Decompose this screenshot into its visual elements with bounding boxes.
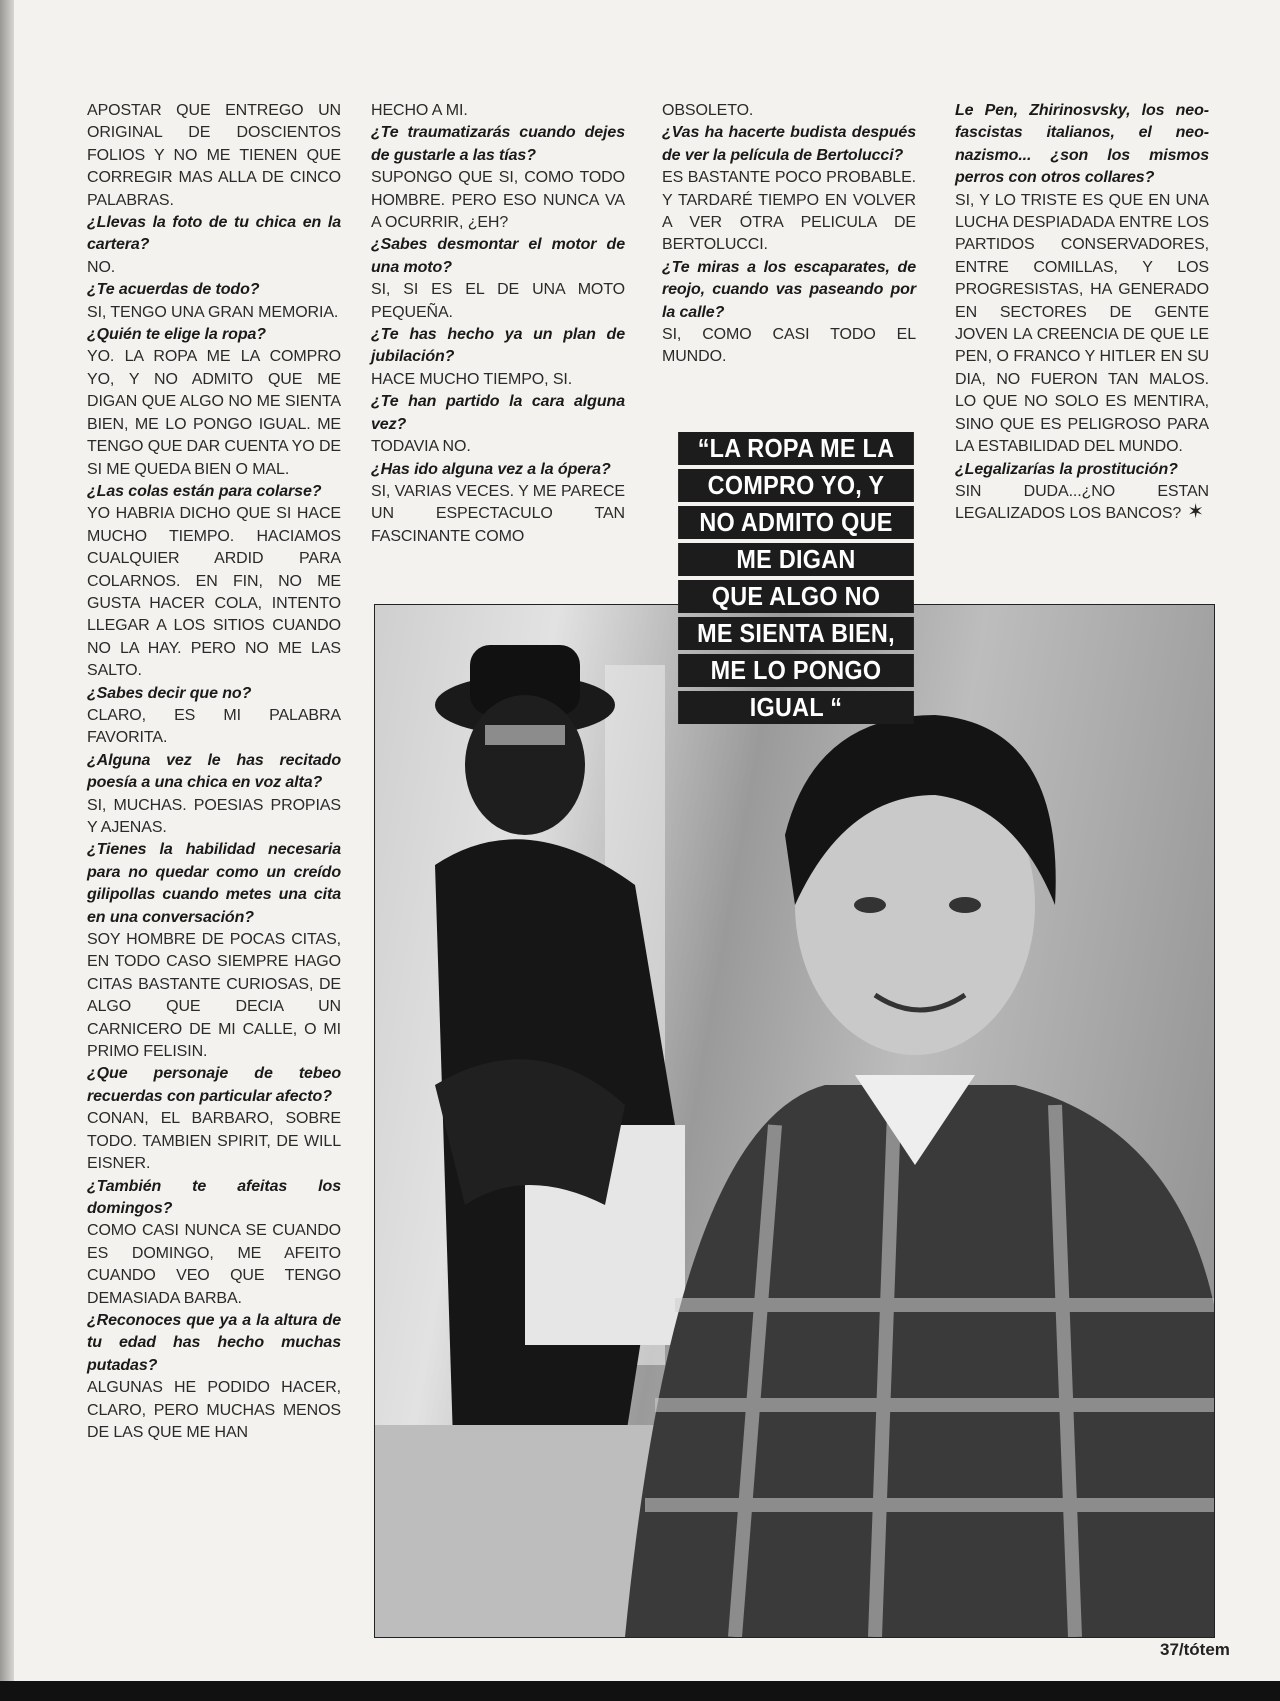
- answer-text: APOSTAR QUE ENTREGO UN ORIGINAL DE DOSCIENTOS FOLIOS Y NO ME TIENEN QUE CORREGIR MAS ALLA DE CINCO PALABRAS.: [87, 102, 341, 209]
- text-column-2: [371, 100, 625, 548]
- text-column-1: [87, 100, 341, 1444]
- answer-text: COMO CASI NUNCA SE CUANDO ES DOMINGO, ME AFEITO CUANDO VEO QUE TENGO DEMASIADA BARBA.: [87, 1222, 341, 1307]
- question-text: ¿Sabes decir que no?: [87, 684, 252, 702]
- pull-quote-line: “LA ROPA ME LA: [678, 432, 914, 465]
- answer-text: SI, SI ES EL DE UNA MOTO PEQUEÑA.: [371, 281, 625, 321]
- pull-quote-line: ME SIENTA BIEN,: [678, 617, 914, 650]
- question-text: ¿Las colas están para colarse?: [87, 482, 322, 500]
- answer-text: SOY HOMBRE DE POCAS CITAS, EN TODO CASO SIEMPRE HAGO CITAS BASTANTE CURIOSAS, DE ALGO QUE DECIA UN CARNICERO DE MI CALLE, O MI PRIMO FELISIN.: [87, 931, 341, 1061]
- answer-text: SI, TENGO UNA GRAN MEMORIA.: [87, 303, 339, 321]
- interview-question: [371, 391, 625, 436]
- interview-question: [87, 750, 341, 795]
- question-text: ¿Te traumatizarás cuando dejes de gustarle a las tías?: [371, 124, 625, 164]
- question-text: ¿Quién te elige la ropa?: [87, 326, 266, 344]
- question-text: ¿Legalizarías la prostitución?: [955, 460, 1178, 478]
- pull-quote-line: ME DIGAN: [678, 543, 914, 576]
- question-text: ¿Que personaje de tebeo recuerdas con particular afecto?: [87, 1065, 341, 1105]
- interview-answer: [662, 324, 916, 369]
- interview-answer: [87, 100, 341, 212]
- answer-text: SUPONGO QUE SI, COMO TODO HOMBRE. PERO ESO NUNCA VA A OCURRIR, ¿EH?: [371, 169, 625, 232]
- interview-question: [371, 459, 625, 481]
- interview-answer: [955, 190, 1209, 459]
- interview-question: [87, 1063, 341, 1108]
- interview-answer: [87, 929, 341, 1063]
- interview-question: [87, 683, 341, 705]
- interview-answer: [87, 1220, 341, 1310]
- answer-text: HECHO A MI.: [371, 102, 468, 119]
- question-text: ¿Has ido alguna vez a la ópera?: [371, 460, 611, 478]
- interview-answer: [87, 1108, 341, 1175]
- interview-answer: [371, 481, 625, 548]
- interview-question: [371, 122, 625, 167]
- answer-text: TODAVIA NO.: [371, 438, 471, 456]
- answer-text: SI, VARIAS VECES. Y ME PARECE UN ESPECTACULO TAN FASCINANTE COMO: [371, 482, 625, 545]
- pull-quote-line: QUE ALGO NO: [678, 580, 914, 613]
- interview-question: [87, 279, 341, 301]
- interview-question: [371, 234, 625, 279]
- interview-question: [87, 324, 341, 346]
- interview-answer: [662, 167, 916, 257]
- question-text: ¿Vas ha hacerte budista después de ver la película de Bertolucci?: [662, 124, 916, 164]
- portrait-photo-illustration: [375, 605, 1214, 1637]
- interview-question: [955, 459, 1209, 481]
- answer-text: CONAN, EL BARBARO, SOBRE TODO. TAMBIEN SPIRIT, DE WILL EISNER.: [87, 1110, 341, 1173]
- answer-text: YO. LA ROPA ME LA COMPRO YO, Y NO ADMITO QUE ME DIGAN QUE ALGO NO ME SIENTA BIEN, ME LO PONGO IGUAL. ME TENGO QUE DAR CUENTA YO DE SI ME QUEDA BIEN O MAL.: [87, 348, 341, 478]
- interview-question: [371, 324, 625, 369]
- interview-answer: [371, 369, 625, 391]
- interview-question: [87, 839, 341, 929]
- answer-text: YO HABRIA DICHO QUE SI HACE MUCHO TIEMPO. HACIAMOS CUALQUIER ARDID PARA COLARNOS. EN FIN, NO ME GUSTA HACER COLA, INTENTO LLEGAR A LOS SITIOS CUANDO NO LA HAY. PERO NO ME LAS SALTO.: [87, 505, 341, 680]
- interview-answer: [371, 167, 625, 234]
- answer-text: SI, COMO CASI TODO EL MUNDO.: [662, 326, 916, 366]
- question-text: ¿Te has hecho ya un plan de jubilación?: [371, 326, 625, 366]
- answer-text: ALGUNAS HE PODIDO HACER, CLARO, PERO MUCHAS MENOS DE LAS QUE ME HAN: [87, 1379, 341, 1441]
- interview-answer: [87, 1377, 341, 1444]
- interview-answer: [662, 100, 916, 122]
- question-text: ¿Alguna vez le has recitado poesía a una chica en voz alta?: [87, 751, 341, 792]
- interview-answer: [87, 503, 341, 682]
- answer-text: NO.: [87, 258, 116, 276]
- question-text: ¿También te afeitas los domingos?: [87, 1177, 341, 1217]
- answer-text: SI, MUCHAS. POESIAS PROPIAS Y AJENAS.: [87, 796, 341, 836]
- interview-answer: [371, 279, 625, 324]
- interview-answer: [371, 100, 625, 122]
- interview-answer: [87, 795, 341, 840]
- pull-quote-line: ME LO PONGO: [678, 654, 914, 687]
- pull-quote-line: NO ADMITO QUE: [678, 506, 914, 539]
- answer-text: SIN DUDA...¿NO ESTAN LEGALIZADOS LOS BANCOS?: [955, 482, 1209, 523]
- interview-answer: [87, 302, 341, 324]
- interview-answer: [371, 436, 625, 458]
- interview-question: [662, 257, 916, 324]
- question-text: ¿Te miras a los escaparates, de reojo, cuando vas paseando por la calle?: [662, 258, 916, 321]
- scan-bottom-border: [0, 1681, 1280, 1701]
- question-text: ¿Tienes la habilidad necesaria para no quedar como un creído gilipollas cuando metes una cita en una conversación?: [87, 841, 341, 926]
- interview-answer: [955, 481, 1209, 526]
- interview-question: [87, 481, 341, 503]
- page-number: 37/tótem: [1160, 1640, 1230, 1659]
- interview-question: [662, 122, 916, 167]
- portrait-photo: [374, 604, 1215, 1638]
- question-text: ¿Llevas la foto de tu chica en la cartera?: [87, 214, 341, 254]
- question-text: ¿Reconoces que ya a la altura de tu edad has hecho muchas putadas?: [87, 1311, 341, 1374]
- text-column-3: [662, 100, 916, 369]
- interview-answer: [87, 257, 341, 279]
- pull-quote-line: IGUAL “: [678, 691, 914, 724]
- answer-text: ES BASTANTE POCO PROBABLE. Y TARDARÉ TIEMPO EN VOLVER A VER OTRA PELICULA DE BERTOLUCCI.: [662, 169, 916, 254]
- pull-quote: [665, 432, 927, 728]
- answer-text: CLARO, ES MI PALABRA FAVORITA.: [87, 706, 341, 747]
- interview-question: [87, 1176, 341, 1221]
- interview-question: [87, 212, 341, 257]
- question-text: ¿Sabes desmontar el motor de una moto?: [371, 236, 625, 276]
- interview-answer: [87, 346, 341, 480]
- end-mark-star-icon: ✶: [1187, 501, 1204, 524]
- text-column-4: [955, 100, 1209, 526]
- interview-answer: [87, 705, 341, 750]
- question-text: ¿Te han partido la cara alguna vez?: [371, 393, 625, 433]
- answer-text: OBSOLETO.: [662, 102, 754, 119]
- answer-text: HACE MUCHO TIEMPO, SI.: [371, 370, 573, 388]
- page-edge-shadow: [0, 0, 14, 1701]
- question-text: Le Pen, Zhirinosvsky, los neo-fascistas italianos, el neo-nazismo... ¿son los mismos perros con otros collares?: [955, 102, 1209, 187]
- interview-question: [955, 100, 1209, 190]
- interview-question: [87, 1310, 341, 1377]
- question-text: ¿Te acuerdas de todo?: [87, 281, 260, 299]
- pull-quote-line: COMPRO YO, Y: [678, 469, 914, 502]
- answer-text: SI, Y LO TRISTE ES QUE EN UNA LUCHA DESPIADADA ENTRE LOS PARTIDOS CONSERVADORES, ENTRE COMILLAS, Y LOS PROGRESISTAS, HA GENERADO EN SECTORES DE GENTE JOVEN LA CREENCIA DE QUE LE PEN, O FRANCO Y HITLER EN SU DIA, NO FUERON TAN MALOS. LO QUE NO SOLO ES MENTIRA, SINO QUE ES PELIGROSO PARA LA ESTABILIDAD DEL MUNDO.: [955, 191, 1209, 456]
